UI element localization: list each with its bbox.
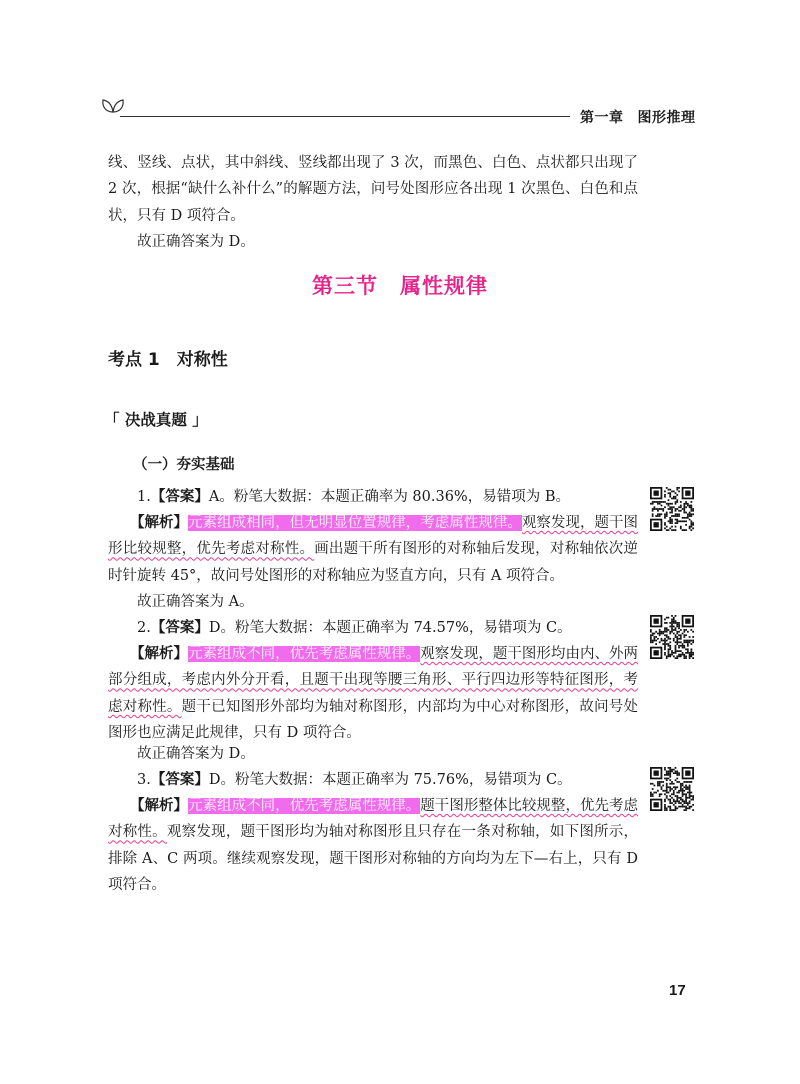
underlined-text: 观察发现，题干图形比较规整，优先考虑对称性。 — [108, 515, 639, 558]
analysis-tag: 【解析】 — [130, 515, 189, 531]
intro-conclusion: 故正确答案为 D。 — [137, 234, 255, 250]
q2-analysis: 【解析】元素组成不同，优先考虑属性规律。观察发现，题干图形均由内、外两部分组成，考虑内外分开看，且题干出现等腰三角形、平行四边形等特征图形，考虑对称性。题干已知图形外部均为轴对称图形，内部均为中心对称图形，故问号处图形也应满足此规律，只有 D 项符合。 — [108, 646, 639, 742]
highlight-text: 元素组成不同，优先考虑属性规律。 — [188, 798, 421, 814]
header-rule — [120, 116, 570, 117]
juezhan-heading: 「 决战真题 」 — [104, 411, 208, 429]
qr-code-icon[interactable] — [650, 487, 694, 531]
leaf-icon — [100, 96, 126, 114]
answer-tag: 【答案】 — [150, 489, 209, 505]
chapter-label: 第一章 — [580, 110, 624, 126]
q2-answer: 2.【答案】D。粉笔大数据：本题正确率为 74.57%，易错项为 C。 — [137, 620, 572, 636]
section-title: 第三节 属性规律 — [312, 274, 488, 298]
q1-conclusion: 故正确答案为 A。 — [137, 594, 254, 610]
subsection-heading: （一）夯实基础 — [133, 457, 235, 473]
running-header — [580, 107, 696, 127]
answer-tag: 【答案】 — [150, 772, 209, 788]
highlight-text: 元素组成相同，但无明显位置规律，考虑属性规律。 — [188, 515, 522, 531]
q1-answer: 1.【答案】A。粉笔大数据：本题正确率为 80.36%，易错项为 B。 — [137, 489, 570, 505]
intro-paragraph: 线、竖线、点状，其中斜线、竖线都出现了 3 次，而黑色、白色、点状都只出现了 2 次，根据“缺什么补什么”的解题方法，问号处图形应各出现 1 次黑色、白色和点状，只有 D 项符合。 — [108, 155, 638, 224]
qr-code-icon[interactable] — [650, 767, 694, 811]
q3-answer: 3.【答案】D。粉笔大数据：本题正确率为 75.76%，易错项为 C。 — [137, 772, 572, 788]
page-number: 17 — [669, 982, 686, 999]
underlined-text: 观察发现，题干图形均由内、外两部分组成，考虑内外分开看，且题干出现等腰三角形、平行四边形等特征图形，考虑对称性。 — [108, 646, 639, 715]
analysis-tag: 【解析】 — [130, 646, 189, 662]
q1-analysis: 【解析】元素组成相同，但无明显位置规律，考虑属性规律。观察发现，题干图形比较规整，优先考虑对称性。画出题干所有图形的对称轴后发现，对称轴依次逆时针旋转 45°，故问号处图形的对称轴应为竖直方向，只有 A 项符合。 — [108, 515, 639, 584]
highlight-text: 元素组成不同，优先考虑属性规律。 — [188, 646, 421, 662]
underlined-text: 题干图形整体比较规整，优先考虑对称性。 — [108, 798, 639, 841]
qr-code-icon[interactable] — [650, 615, 694, 659]
answer-tag: 【答案】 — [150, 620, 209, 636]
analysis-tag: 【解析】 — [130, 798, 189, 814]
kaodian-heading: 考点 1 对称性 — [108, 350, 228, 370]
q2-conclusion: 故正确答案为 D。 — [137, 746, 255, 762]
q3-analysis: 【解析】元素组成不同，优先考虑属性规律。题干图形整体比较规整，优先考虑对称性。观察发现，题干图形均为轴对称图形且只存在一条对称轴，如下图所示，排除 A、C 两项。继续观察发现，题干图形对称轴的方向均为左下—右上，只有 D 项符合。 — [108, 798, 639, 894]
chapter-title: 图形推理 — [637, 110, 696, 126]
